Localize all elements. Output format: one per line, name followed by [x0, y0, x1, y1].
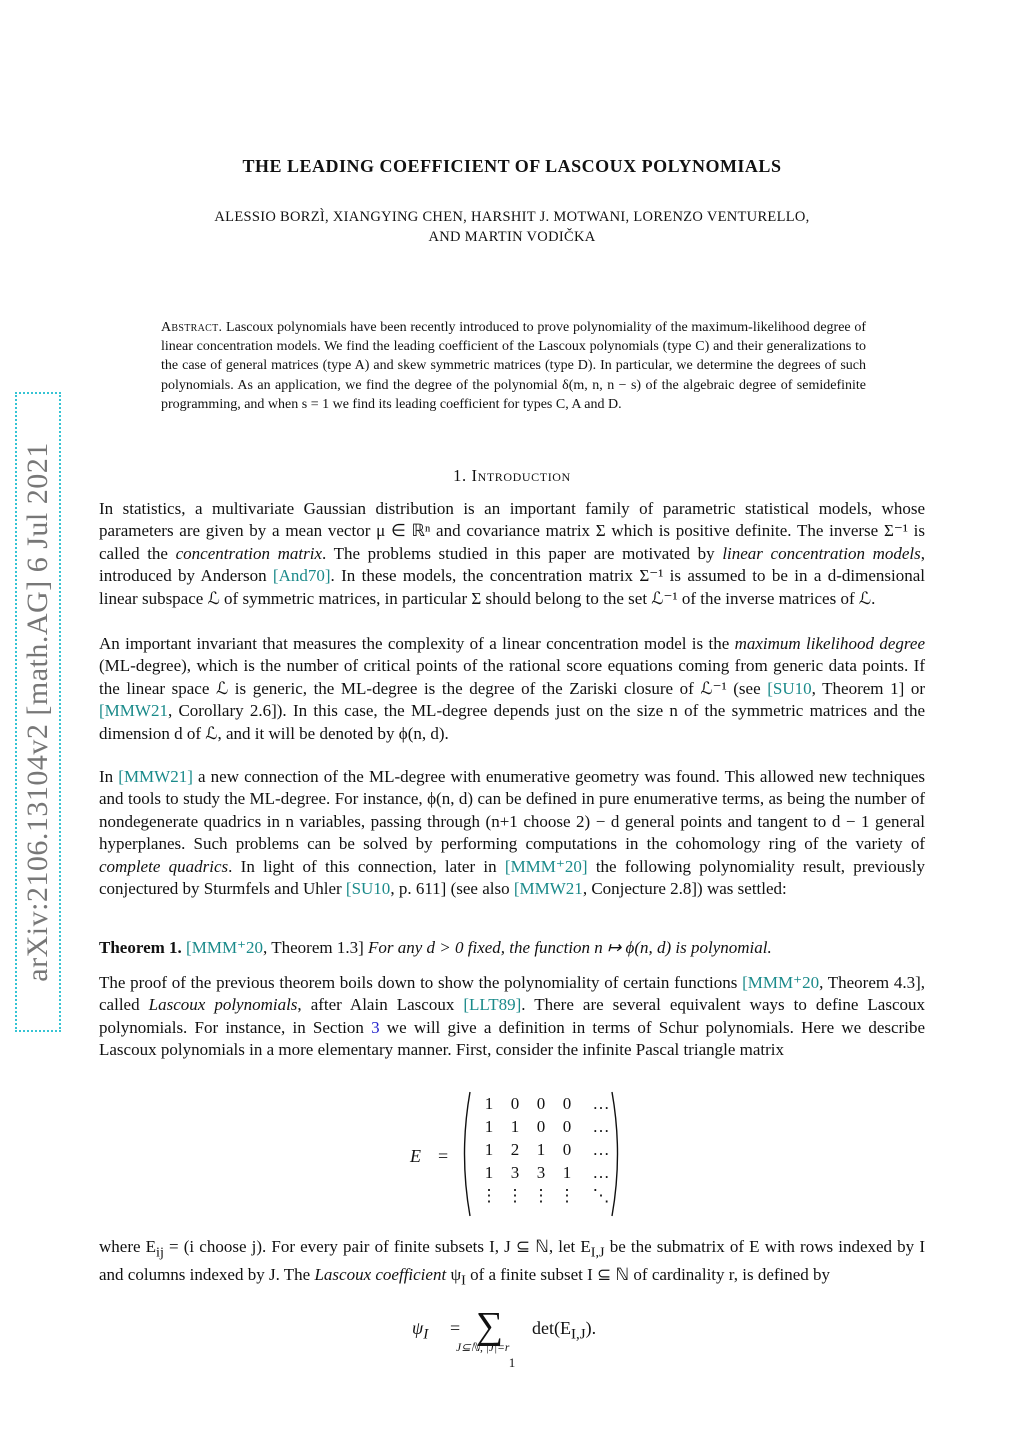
paragraph-5	[99, 1236, 925, 1292]
section-number: 1.	[453, 466, 467, 485]
matrix-cell: …	[592, 1094, 610, 1113]
emphasis: linear concentration models	[722, 543, 921, 563]
text-run: , introduced by Anderson	[99, 543, 925, 586]
text-run: In	[99, 767, 119, 786]
text-run: , p. 611] (see also	[390, 879, 514, 899]
theorem-1	[99, 937, 925, 959]
text-run: . There are several equivalent ways to define Lascoux polynomials. For instance, in Section	[99, 995, 925, 1037]
subscript: I,J	[590, 1244, 605, 1261]
matrix-cell: 1	[484, 1140, 494, 1159]
matrix-cell: …	[592, 1140, 610, 1159]
matrix-equals: =	[438, 1146, 449, 1166]
matrix-cell: 0	[536, 1117, 546, 1136]
citation-link[interactable]: [LLT89]	[463, 995, 522, 1015]
matrix-cell: 2	[510, 1140, 520, 1159]
author-line-2: AND MARTIN VODIČKA	[428, 229, 596, 245]
theorem-statement: For any d > 0 fixed, the function n ↦ ϕ(n, d) is polynomial.	[368, 938, 772, 957]
matrix-cell: ⋮	[532, 1186, 550, 1205]
matrix-cell: 1	[484, 1117, 494, 1136]
matrix-cell: ⋱	[592, 1186, 610, 1205]
citation-link[interactable]: [SU10	[345, 879, 391, 899]
formula-lhs	[412, 1318, 428, 1344]
matrix-lhs: E	[410, 1146, 421, 1166]
text-run: det(E	[532, 1318, 571, 1338]
citation-link[interactable]: [MMW21	[99, 701, 168, 721]
citation-link[interactable]: [MMM⁺20	[186, 938, 264, 957]
left-paren-icon	[458, 1090, 472, 1218]
matrix-cell: …	[592, 1163, 610, 1182]
citation-link[interactable]: [SU10	[767, 678, 812, 698]
psi-symbol: ψ	[412, 1318, 424, 1338]
emphasis: maximum likelihood degree	[734, 634, 925, 653]
text-run: ).	[585, 1318, 597, 1338]
formula-equals: =	[450, 1318, 461, 1338]
emphasis: Lascoux polynomials	[148, 995, 298, 1015]
citation-link[interactable]: [MMM⁺20	[742, 973, 820, 992]
text-run: where E	[99, 1237, 157, 1256]
abstract-label: Abstract.	[161, 320, 223, 335]
matrix-cell: 1	[562, 1163, 572, 1182]
emphasis: complete quadrics	[99, 856, 229, 876]
subscript: I	[423, 1326, 429, 1343]
citation-link[interactable]: [MMW21	[513, 879, 583, 899]
section-ref-link[interactable]: 3	[371, 1017, 380, 1037]
text-run: (ML-degree), which is the number of critical points of the rational score equations coming from generic data points. If the linear space ℒ is generic, the ML-degree is the degree of the Zariski closure of ℒ⁻¹ (see	[99, 656, 925, 698]
matrix-cell: 3	[536, 1163, 546, 1182]
emphasis: concentration matrix	[175, 543, 323, 563]
author-list	[0, 207, 1024, 247]
abstract	[161, 318, 866, 414]
subscript: I,J	[570, 1326, 586, 1343]
subscript: ij	[156, 1244, 164, 1261]
author-line-1: ALESSIO BORZÌ, XIANGYING CHEN, HARSHIT J. MOTWANI, LORENZO VENTURELLO,	[214, 209, 810, 225]
text-run: . The problems studied in this paper are motivated by	[322, 543, 723, 563]
abstract-text: Lascoux polynomials have been recently introduced to prove polynomiality of the maximum-likelihood degree of linear concentration models. We find the leading coefficient of the Lascoux polynomials (type C) and their generalizations to the case of general matrices (type A) and skew symmetric matrices (type D). In particular, we determine the degrees of such polynomials. As an application, we find the degree of the polynomial δ(m, n, n − s) of the algebraic degree of semidefinite programming, and when s = 1 we find its leading coefficient for types C, A and D.	[161, 320, 867, 412]
summation-symbol: ∑	[476, 1305, 504, 1347]
text-run: , Theorem 4.3], called	[99, 973, 925, 1015]
text-run: , after Alain Lascoux	[297, 995, 464, 1015]
formula-body	[532, 1318, 596, 1344]
matrix-cell: 0	[510, 1094, 520, 1113]
matrix-cell: 1	[510, 1117, 520, 1136]
matrix-cell: 1	[484, 1163, 494, 1182]
text-run: , Corollary 2.6]). In this case, the ML-degree depends just on the size n of the symmetric matrices and the dimension d of ℒ, and it will be denoted by ϕ(n, d).	[99, 701, 925, 743]
section-title: Introduction	[471, 466, 571, 485]
text-run: = (i choose j). For every pair of finite subsets I, J ⊆ ℕ, let E	[163, 1237, 591, 1256]
matrix-cell: 0	[562, 1140, 572, 1159]
citation-link[interactable]: [And70]	[272, 566, 331, 586]
matrix-cell: 3	[510, 1163, 520, 1182]
intro-paragraph-3	[99, 766, 925, 900]
matrix-cell: 1	[536, 1140, 546, 1159]
page-number: 1	[508, 1355, 516, 1370]
subscript: I	[461, 1272, 466, 1289]
text-run: of a finite subset I ⊆ ℕ of cardinality r, is defined by	[465, 1264, 831, 1284]
section-heading	[0, 466, 1024, 486]
text-run: . In these models, the concentration matrix Σ⁻¹ is assumed to be in a d-dimensional linear subspace ℒ of symmetric matrices, in particular Σ should belong to the set ℒ⁻¹ of the inverse matrices of ℒ.	[99, 566, 925, 608]
emphasis: Lascoux coefficient	[314, 1264, 447, 1284]
text-run: An important invariant that measures the complexity of a linear concentration model is the	[99, 634, 735, 653]
text-run: , Conjecture 2.8]) was settled:	[582, 879, 787, 899]
arxiv-identifier: arXiv:2106.13104v2 [math.AG] 6 Jul 2021	[21, 442, 54, 982]
matrix-cell: ⋮	[480, 1186, 498, 1205]
matrix-cell: …	[592, 1117, 610, 1136]
text-run: the following polynomiality result, previously conjectured by Sturmfels and Uhler	[99, 856, 925, 899]
matrix-cell: 0	[562, 1117, 572, 1136]
matrix-cell: 1	[484, 1094, 494, 1113]
citation-link[interactable]: [MMM⁺20]	[504, 856, 588, 876]
matrix-cell: ⋮	[506, 1186, 524, 1205]
citation-link[interactable]: [MMW21]	[118, 767, 193, 786]
right-paren-icon	[610, 1090, 624, 1218]
matrix-entries	[476, 1094, 622, 1209]
summation-range: J⊆ℕ, |J|=r	[456, 1342, 510, 1354]
text-run: a new connection of the ML-degree with enumerative geometry was found. This allowed new techniques and tools to study the ML-degree. For instance, ϕ(n, d) can be defined in pure enumerative terms, as being the number of nondegenerate quadrics in n variables, passing through (n+1 choose 2) − d general points and tangent to d − 1 general hyperplanes. Such problems can be solved by performing computations in the cohomology ring of the variety of	[99, 767, 925, 854]
text-run: . In light of this connection, later in	[228, 856, 505, 876]
text-run: , Theorem 1] or	[811, 678, 925, 698]
intro-paragraph-1	[99, 498, 925, 610]
text-run: we will give a definition in terms of Schur polynomials. Here we describe Lascoux polynomials in a more elementary manner. First, consider the infinite Pascal triangle matrix	[99, 1017, 925, 1060]
text-run: In statistics, a multivariate Gaussian distribution is an important family of parametric statistical models, whose parameters are given by a mean vector μ ∈ ℝⁿ and covariance matrix Σ which is positive definite. The inverse Σ⁻¹ is called the	[99, 499, 925, 563]
intro-paragraph-2	[99, 633, 925, 745]
matrix-cell: 0	[562, 1094, 572, 1113]
paragraph-4	[99, 972, 925, 1062]
arxiv-watermark[interactable]	[15, 392, 61, 1032]
matrix-cell: ⋮	[558, 1186, 576, 1205]
matrix-cell: 0	[536, 1094, 546, 1113]
pascal-matrix	[410, 1090, 630, 1220]
text-run: be the submatrix of E with rows indexed by I and columns indexed by J. The	[99, 1237, 925, 1284]
text-run: ψ	[446, 1264, 462, 1284]
paper-title: THE LEADING COEFFICIENT OF LASCOUX POLYNOMIALS	[242, 156, 782, 176]
text-run: The proof of the previous theorem boils down to show the polynomiality of certain functions	[99, 973, 743, 992]
theorem-cite-tail: , Theorem 1.3]	[263, 938, 364, 957]
theorem-label: Theorem 1.	[99, 938, 182, 957]
